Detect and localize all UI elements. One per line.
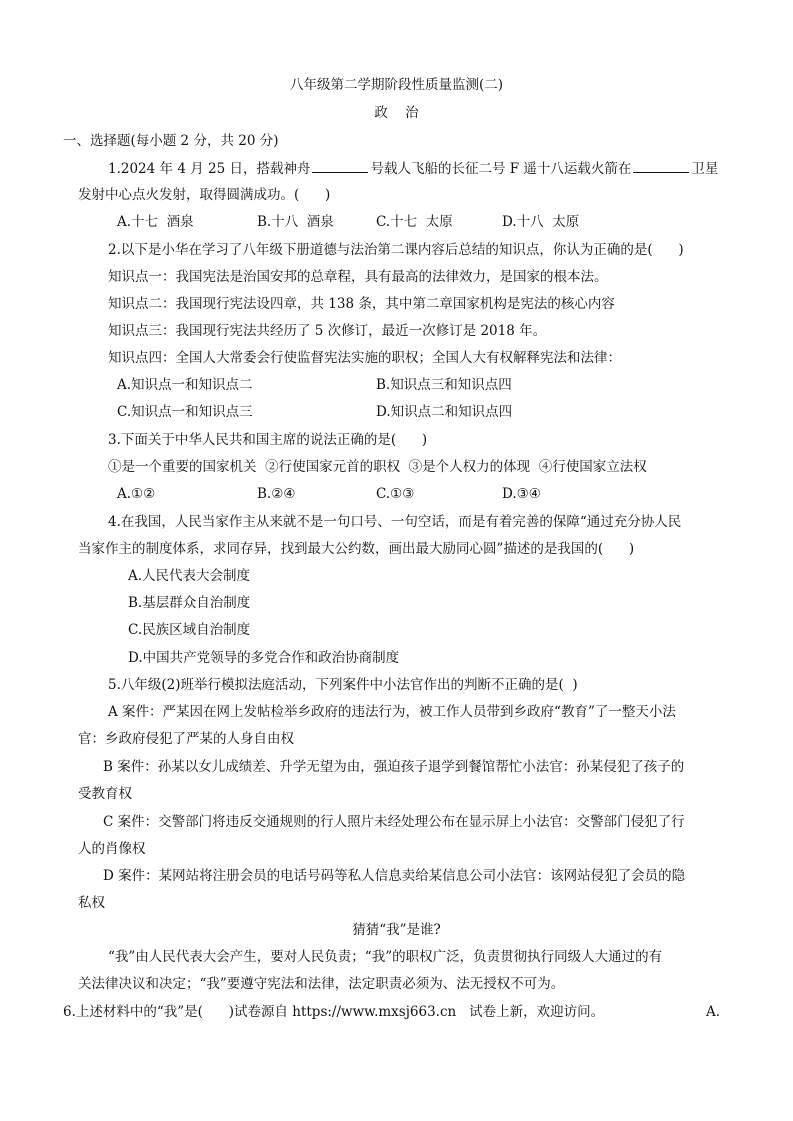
knowledge-point-1: 知识点一：我国宪法是治国安邦的总章程，具有最高的法律效力，是国家的根本法。 [108,269,608,285]
q5-case-b-line-2: 受教育权 [78,786,132,802]
question-3-items: ①是一个重要的国家机关 ②行使国家元首的职权 ③是个人权力的体现 ④行使国家立法权 [108,459,647,475]
q4-option-c: C.民族区域自治制度 [128,622,251,638]
question-1-line-2: 发射中心点火发射，取得圆满成功。( ) [78,187,331,203]
q5-case-a-line-2: 官：乡政府侵犯了严某的人身自由权 [78,731,294,747]
knowledge-point-3: 知识点三：我国现行宪法共经历了 5 次修订，最近一次修订是 2018 年。 [108,323,547,339]
q4-option-a: A.人民代表大会制度 [128,568,251,584]
q5-case-d-line-1: D 案件：某网站将注册会员的电话号码等私人信息卖给某信息公司小法官：该网站侵犯了会员的隐 [103,868,686,884]
material-line-2: 关法律决议和决定；“我”要遵守宪法和法律，法定职责必须为、法无授权不可为。 [78,976,565,992]
q3-option-b: B.②④ [257,486,296,502]
section-heading: 一、选择题(每小题 2 分，共 20 分) [63,133,279,149]
q1-text-a: 1.2024 年 4 月 25 日，搭载神舟 [108,161,311,177]
q5-case-c-line-2: 人的肖像权 [78,841,146,857]
q2-option-b: B.知识点三和知识点四 [376,377,512,393]
question-1-line-1 [108,158,718,179]
q4-option-d: D.中国共产党领导的多党合作和政治协商制度 [128,650,400,666]
q4-option-b: B.基层群众自治制度 [128,595,251,611]
material-line-1: “我”由人民代表大会产生，要对人民负责；“我”的职权广泛，负责贯彻执行同级人大通过的有 [108,949,663,965]
q2-option-a: A.知识点一和知识点二 [117,377,253,393]
subject-title: 政 治 [374,105,419,121]
q1-option-b: B.十八 酒泉 [257,214,334,230]
question-6-stem: 6.上述材料中的“我”是( )试卷源自 https://www.mxsj663.cn 试卷上新，欢迎访问。 [63,1004,605,1020]
q6-option-a: A. [706,1004,721,1020]
q5-case-a-line-1: A 案件：严某因在网上发帖检举乡政府的违法行为，被工作人员带到乡政府“教育”了一整天小法 [108,704,676,720]
question-5-stem: 5.八年级(2)班举行模拟法庭活动，下列案件中小法官作出的判断不正确的是( ) [108,677,578,693]
knowledge-point-2: 知识点二：我国现行宪法设四章，共 138 条，其中第二章国家机构是宪法的核心内容 [108,296,615,312]
q2-option-c: C.知识点一和知识点三 [117,404,253,420]
q2-option-d: D.知识点二和知识点四 [376,404,513,420]
q1-option-c: C.十七 太原 [376,214,453,230]
question-4-line-2: 当家作主的制度体系，求同存异，找到最大公约数，画出最大励同心圆”描述的是我国的( ) [78,541,635,557]
q5-case-c-line-1: C 案件：交警部门将违反交通规则的行人照片未经处理公布在显示屏上小法官：交警部门侵犯了行 [103,814,685,830]
knowledge-point-4: 知识点四：全国人大常委会行使监督宪法实施的职权；全国人大有权解释宪法和法律： [108,350,621,366]
q1-option-d: D.十八 太原 [502,214,580,230]
q1-text-c: 卫星 [691,161,719,177]
q3-option-d: D.③④ [502,486,541,502]
material-title: 猜猜“我”是谁? [352,922,441,938]
q1-text-b: 号载人飞船的长征二号 F 遥十八运载火箭在 [370,161,632,177]
question-4-line-1: 4.在我国，人民当家作主从来就不是一句口号、一句空话，而是有着完善的保障“通过充分协人民 [108,514,682,530]
q3-option-a: A.①② [117,486,156,502]
question-3-stem: 3.下面关于中华人民共和国主席的说法正确的是( ) [108,432,428,448]
exam-title: 八年级第二学期阶段性质量监测(二) [289,77,504,93]
q5-case-b-line-1: B 案件：孙某以女儿成绩差、升学无望为由，强迫孩子退学到餐馆帮忙小法官：孙某侵犯了孩子的 [103,759,685,775]
answer-blank [312,158,368,173]
q3-option-c: C.①③ [376,486,415,502]
q1-option-a: A.十七 酒泉 [117,214,194,230]
q5-case-d-line-2: 私权 [78,895,105,911]
question-2-stem: 2.以下是小华在学习了八年级下册道德与法治第二课内容后总结的知识点，你认为正确的是( ) [108,242,684,258]
answer-blank [633,158,689,173]
